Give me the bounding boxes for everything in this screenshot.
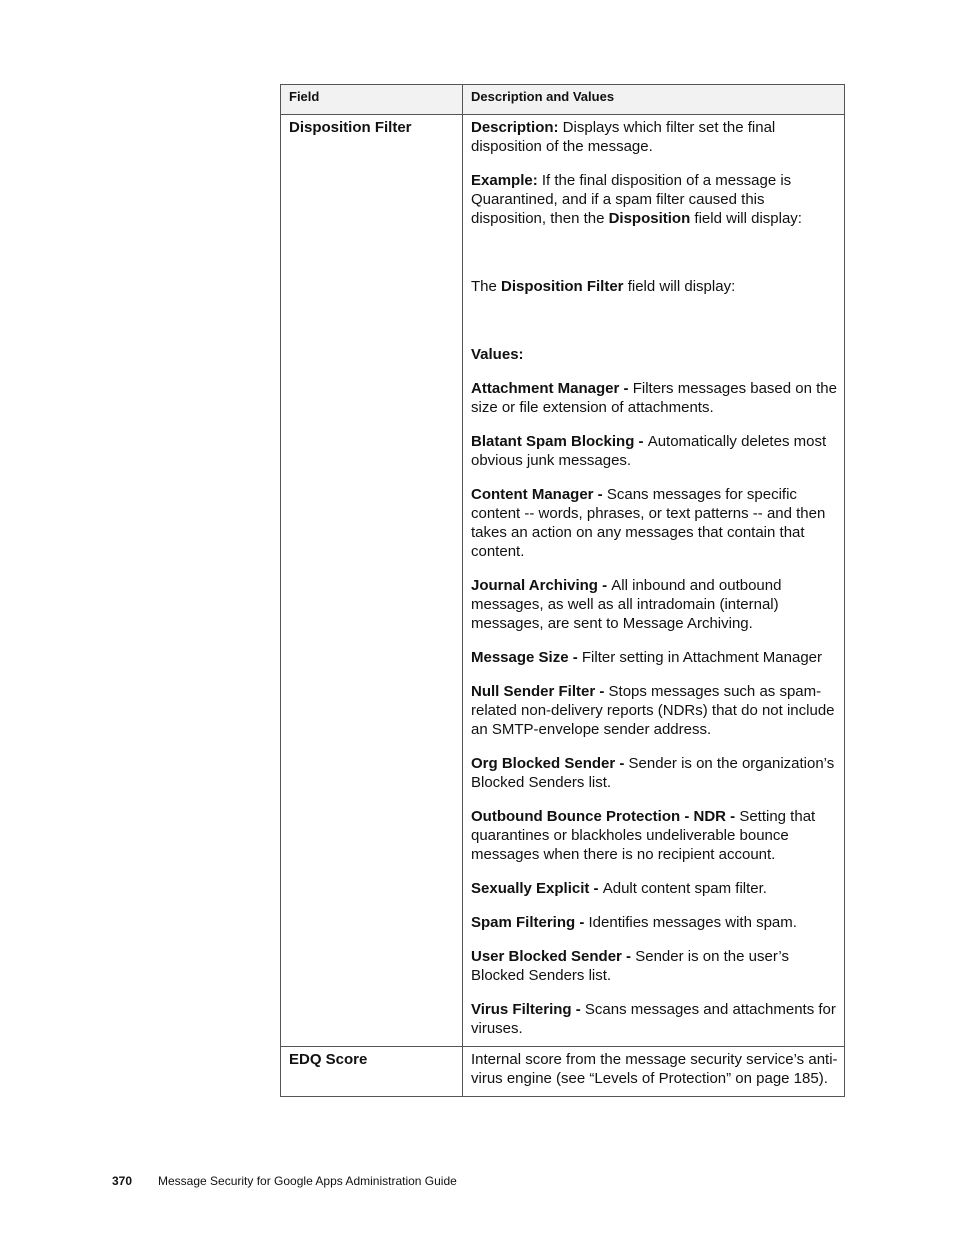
value-name: User Blocked Sender - bbox=[471, 948, 636, 965]
value-name: Virus Filtering - bbox=[471, 1001, 585, 1018]
value-item bbox=[471, 807, 840, 864]
value-name: Message Size - bbox=[471, 649, 582, 666]
value-text: Adult content spam filter. bbox=[602, 880, 767, 897]
value-text: Sender is on the organization’s Blocked Senders list. bbox=[471, 755, 835, 791]
value-text: Setting that quarantines or blackholes undeliverable bounce messages when there is no recipient account. bbox=[471, 808, 816, 863]
value-item bbox=[471, 1000, 840, 1038]
value-item bbox=[471, 432, 840, 470]
values-label: Values: bbox=[471, 346, 524, 363]
value-name: Null Sender Filter - bbox=[471, 683, 609, 700]
value-item bbox=[471, 682, 840, 739]
value-name: Blatant Spam Blocking - bbox=[471, 433, 648, 450]
table-row bbox=[281, 1047, 845, 1097]
value-item bbox=[471, 913, 840, 932]
values-list bbox=[471, 379, 840, 1038]
footer-title: Message Security for Google Apps Administration Guide bbox=[158, 1174, 457, 1188]
value-text: Sender is on the user’s Blocked Senders list. bbox=[471, 948, 789, 984]
value-text: Stops messages such as spam-related non-delivery reports (NDRs) that do not include an SMTP-envelope sender address. bbox=[471, 683, 835, 738]
example-image-placeholder bbox=[471, 243, 840, 277]
value-text: Filters messages based on the size or file extension of attachments. bbox=[471, 380, 837, 416]
table-header-row bbox=[281, 85, 845, 115]
field-name: EDQ Score bbox=[281, 1047, 463, 1097]
value-name: Journal Archiving - bbox=[471, 577, 612, 594]
page-number: 370 bbox=[112, 1174, 133, 1188]
value-item bbox=[471, 576, 840, 633]
value-item bbox=[471, 648, 840, 667]
description-cell bbox=[463, 115, 845, 1047]
table-row bbox=[281, 115, 845, 1047]
description-paragraph: Description: Displays which filter set the final disposition of the message. bbox=[471, 119, 776, 155]
header-field: Field bbox=[281, 85, 463, 115]
value-name: Spam Filtering - bbox=[471, 914, 589, 931]
value-text: Scans messages and attachments for viruses. bbox=[471, 1001, 836, 1037]
value-item bbox=[471, 485, 840, 561]
field-description-table bbox=[280, 84, 845, 1097]
value-name: Attachment Manager - bbox=[471, 380, 633, 397]
example-paragraph: Example: If the final disposition of a message is Quarantined, and if a spam filter caused this disposition, then the Disposition field will display: bbox=[471, 172, 802, 227]
value-item bbox=[471, 947, 840, 985]
header-description: Description and Values bbox=[463, 85, 845, 115]
value-text: Identifies messages with spam. bbox=[588, 914, 797, 931]
filter-paragraph: The Disposition Filter field will display: bbox=[471, 278, 736, 295]
field-name: Disposition Filter bbox=[281, 115, 463, 1047]
value-text: Automatically deletes most obvious junk messages. bbox=[471, 433, 827, 469]
value-name: Org Blocked Sender - bbox=[471, 755, 629, 772]
value-name: Sexually Explicit - bbox=[471, 880, 603, 897]
description-paragraph: Internal score from the message security service’s anti-virus engine (see “Levels of Protection” on page 185). bbox=[471, 1051, 838, 1087]
value-text: Filter setting in Attachment Manager bbox=[581, 649, 823, 666]
filter-image-placeholder bbox=[471, 311, 840, 345]
value-item bbox=[471, 379, 840, 417]
value-name: Outbound Bounce Protection - NDR - bbox=[471, 808, 740, 825]
value-text: All inbound and outbound messages, as well as all intradomain (internal) messages, are sent to Message Archiving. bbox=[471, 577, 782, 632]
page-footer bbox=[112, 1174, 457, 1188]
description-cell bbox=[463, 1047, 845, 1097]
value-text: Scans messages for specific content -- words, phrases, or text patterns -- and then takes an action on any messages that contain that content. bbox=[471, 486, 826, 560]
value-item bbox=[471, 754, 840, 792]
value-item bbox=[471, 879, 840, 898]
value-name: Content Manager - bbox=[471, 486, 607, 503]
